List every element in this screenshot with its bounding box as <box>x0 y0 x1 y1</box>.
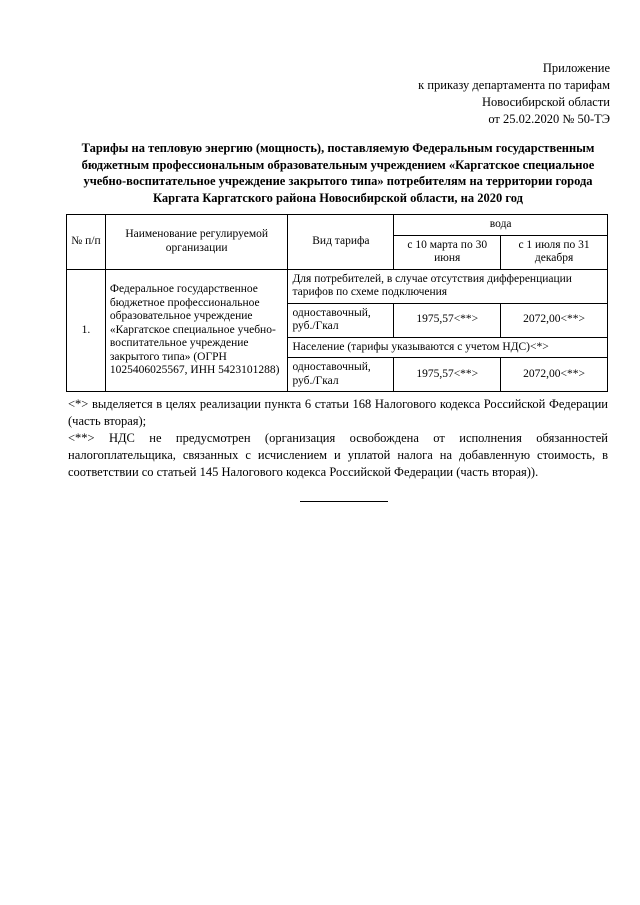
tariff-value-cell: 2072,00<**> <box>501 358 608 392</box>
header-type: Вид тарифа <box>288 215 394 270</box>
tariff-value-cell: 1975,57<**> <box>394 358 501 392</box>
appendix-order: к приказу департамента по тарифам <box>418 78 610 92</box>
tariff-value-cell: 1975,57<**> <box>394 303 501 337</box>
header-org: Наименование регулируемой организации <box>105 215 288 270</box>
tariff-type-cell: одноставочный, руб./Гкал <box>288 358 394 392</box>
tariff-type-cell: одноставочный, руб./Гкал <box>288 303 394 337</box>
tariff-value-cell: 2072,00<**> <box>501 303 608 337</box>
org-name-cell: Федеральное государственное бюджетное профессиональное образовательное учреждение «Каргатское специальное учебно-воспитательное учреждение закрытого типа» (ОГРН 1025406025567, ИНН 5423101288) <box>105 269 288 392</box>
footnote-2: <**> НДС не предусмотрен (организация освобождена от исполнения обязанностей налогоплательщика, связанных с исчислением и уплатой налога на добавленную стоимость, в соответствии со статьей 145 Налогового кодекса Российской Федерации (часть вторая)). <box>68 431 608 479</box>
header-period-1: с 10 марта по 30 июня <box>394 235 501 269</box>
separator-line <box>300 501 388 502</box>
document-title: Тарифы на тепловую энергию (мощность), поставляемую Федеральным государственным бюджетным профессиональным образовательным учреждением «Каргатское специальное учебно-воспитательное учреждение закрытого типа» потребителям на территории города Каргата Каргатского района Новосибирской области, на 2020 год <box>81 141 595 205</box>
table-row <box>67 269 608 303</box>
appendix-region: Новосибирской области <box>481 95 610 109</box>
group-label: Для потребителей, в случае отсутствия дифференциации тарифов по схеме подключения <box>288 269 608 303</box>
tariff-table <box>66 214 608 392</box>
table-header-row <box>67 215 608 236</box>
group-label: Население (тарифы указываются с учетом НДС)<*> <box>288 337 608 358</box>
footnote-1: <*> выделяется в целях реализации пункта 6 статьи 168 Налогового кодекса Российской Федерации (часть вторая); <box>68 397 608 428</box>
header-period-2: с 1 июля по 31 декабря <box>501 235 608 269</box>
header-num: № п/п <box>67 215 106 270</box>
footnotes <box>68 396 608 481</box>
header-water: вода <box>394 215 608 236</box>
appendix-block <box>418 60 610 128</box>
appendix-date: от 25.02.2020 № 50-ТЭ <box>488 112 610 126</box>
row-number: 1. <box>67 269 106 392</box>
appendix-line: Приложение <box>542 61 610 75</box>
